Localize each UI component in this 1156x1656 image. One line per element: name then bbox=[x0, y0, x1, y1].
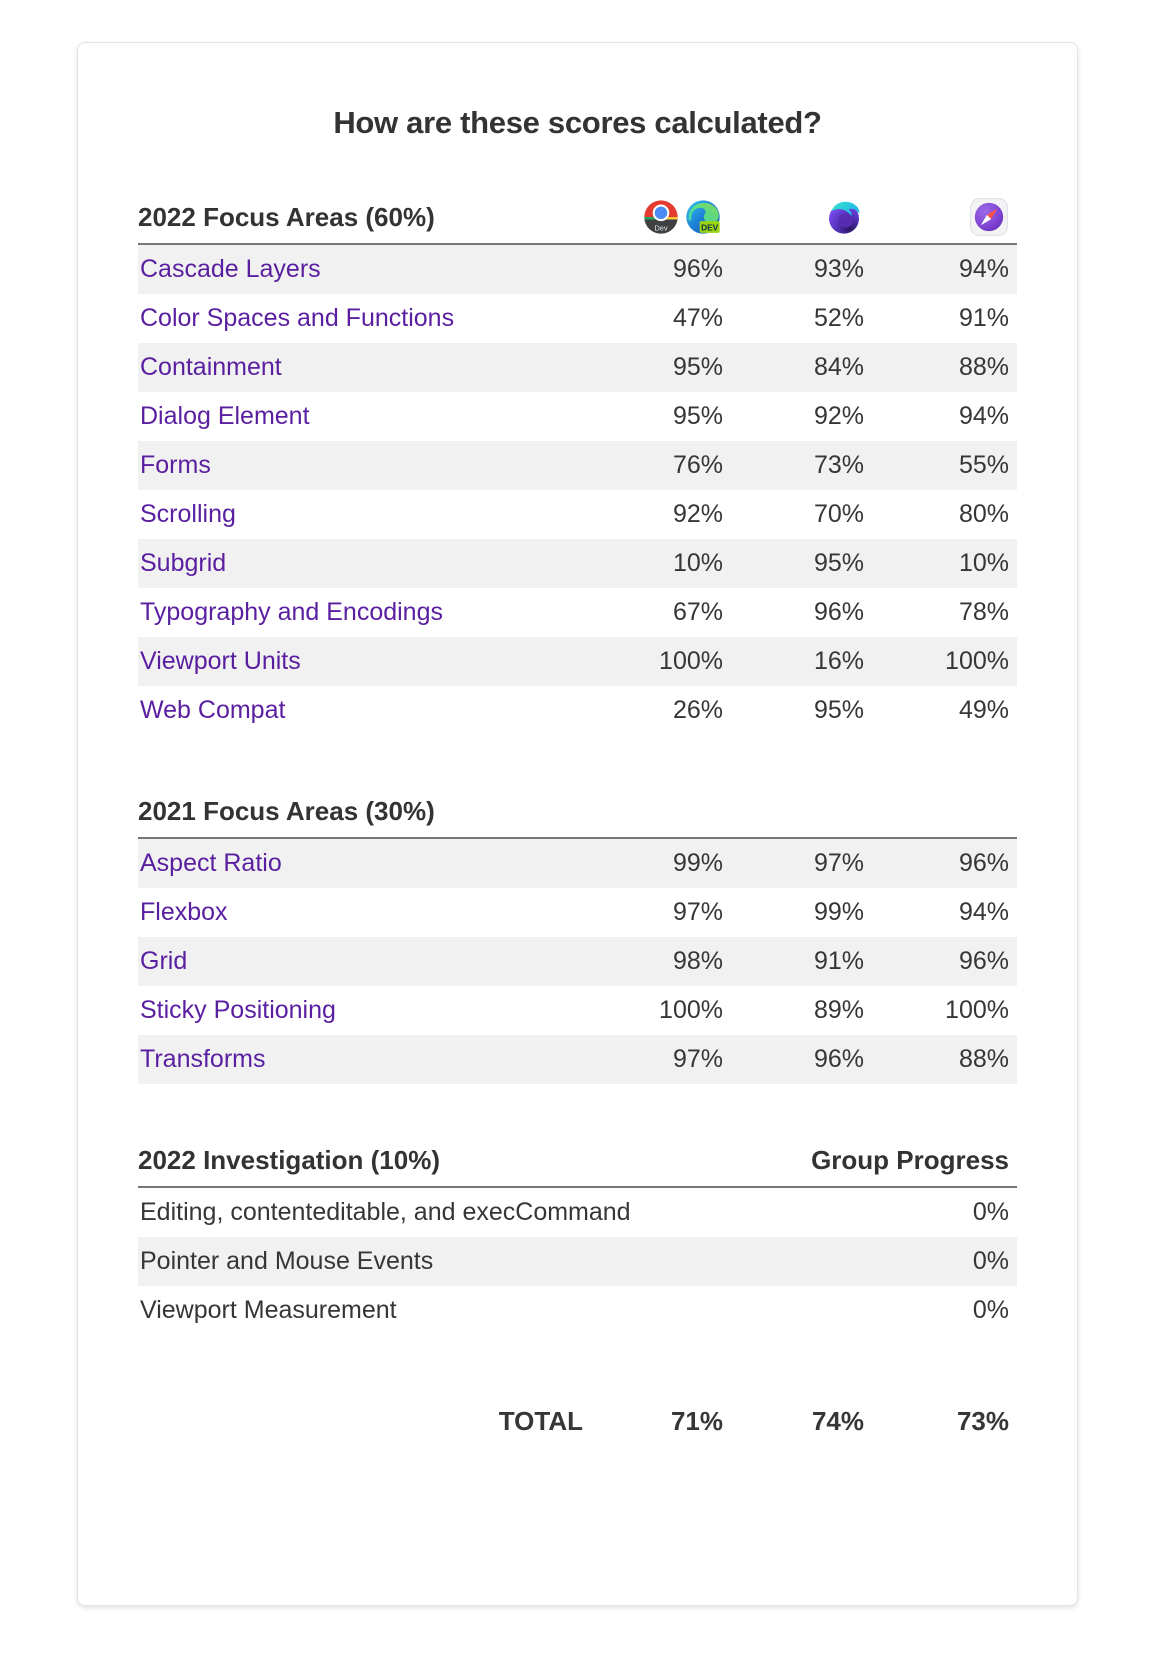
table-row bbox=[138, 1286, 1017, 1335]
feature-link[interactable]: Sticky Positioning bbox=[140, 996, 336, 1024]
score-value: 80% bbox=[958, 500, 1009, 528]
score-value: 92% bbox=[813, 402, 864, 430]
score-value: 94% bbox=[864, 245, 1017, 294]
score-value: 47% bbox=[672, 304, 723, 332]
table-row bbox=[138, 1035, 1017, 1084]
score-value: 97% bbox=[672, 898, 723, 926]
chromium-column-header bbox=[583, 197, 723, 237]
row-label: Editing, contenteditable, and execCommand bbox=[140, 1198, 631, 1226]
score-value: 95% bbox=[723, 539, 864, 588]
feature-link[interactable]: Color Spaces and Functions bbox=[140, 304, 455, 332]
score-value: 100% bbox=[659, 996, 723, 1024]
row-label: Viewport Measurement bbox=[140, 1296, 397, 1324]
table-row bbox=[138, 392, 1017, 441]
score-value: 96% bbox=[864, 839, 1017, 888]
section-2022-investigation bbox=[138, 1140, 1017, 1335]
investigation-table bbox=[138, 1188, 1017, 1335]
score-value: 55% bbox=[864, 441, 1017, 490]
browser-icon-columns bbox=[583, 197, 1017, 237]
score-value: 84% bbox=[723, 343, 864, 392]
feature-link[interactable]: Scrolling bbox=[140, 500, 236, 528]
section-header bbox=[138, 791, 1017, 839]
safari-technology-preview-icon bbox=[969, 197, 1009, 237]
table-row bbox=[138, 588, 1017, 637]
feature-link[interactable]: Containment bbox=[140, 353, 282, 381]
table-row bbox=[138, 245, 1017, 294]
firefox-nightly-icon bbox=[824, 197, 864, 237]
table-row bbox=[138, 637, 1017, 686]
section-2021-focus-areas bbox=[138, 791, 1017, 1084]
feature-link[interactable]: Typography and Encodings bbox=[140, 598, 443, 626]
score-value: 10% bbox=[583, 539, 723, 588]
table-row bbox=[138, 937, 1017, 986]
score-value: 99% bbox=[813, 898, 864, 926]
score-value: 95% bbox=[672, 402, 723, 430]
score-value: 93% bbox=[723, 245, 864, 294]
score-value: 70% bbox=[813, 500, 864, 528]
edge-dev-icon bbox=[683, 197, 723, 237]
table-row bbox=[138, 986, 1017, 1035]
score-value: 96% bbox=[813, 598, 864, 626]
score-value: 91% bbox=[723, 937, 864, 986]
score-value: 67% bbox=[672, 598, 723, 626]
table-row bbox=[138, 1237, 1017, 1286]
total-score-firefox: 74% bbox=[811, 1406, 864, 1436]
score-value: 52% bbox=[813, 304, 864, 332]
firefox-column-header bbox=[723, 197, 864, 237]
score-value: 96% bbox=[723, 1035, 864, 1084]
chrome-dev-icon bbox=[641, 197, 681, 237]
score-value: 94% bbox=[958, 898, 1009, 926]
page-title: How are these scores calculated? bbox=[333, 105, 822, 140]
chrome-edge-icon-pair bbox=[641, 197, 723, 237]
score-value: 10% bbox=[864, 539, 1017, 588]
score-value: 98% bbox=[583, 937, 723, 986]
score-value: 78% bbox=[958, 598, 1009, 626]
row-label: Pointer and Mouse Events bbox=[140, 1247, 434, 1275]
feature-link[interactable]: Grid bbox=[140, 947, 188, 975]
section-heading: 2022 Investigation (10%) bbox=[138, 1145, 440, 1175]
section-header bbox=[138, 197, 1017, 245]
section-header bbox=[138, 1140, 1017, 1188]
score-value: 100% bbox=[945, 996, 1009, 1024]
score-value: 91% bbox=[958, 304, 1009, 332]
score-value: 76% bbox=[583, 441, 723, 490]
score-value: 88% bbox=[864, 343, 1017, 392]
total-score-safari: 73% bbox=[956, 1406, 1009, 1436]
feature-link[interactable]: Flexbox bbox=[140, 898, 228, 926]
score-value: 0% bbox=[972, 1296, 1009, 1324]
score-value: 97% bbox=[723, 839, 864, 888]
table-row bbox=[138, 539, 1017, 588]
score-value: 0% bbox=[864, 1237, 1017, 1286]
total-score-chromium: 71% bbox=[670, 1406, 723, 1436]
feature-link[interactable]: Viewport Units bbox=[140, 647, 301, 675]
table-row bbox=[138, 839, 1017, 888]
score-value: 100% bbox=[864, 637, 1017, 686]
score-value: 94% bbox=[958, 402, 1009, 430]
table-row bbox=[138, 888, 1017, 937]
score-value: 89% bbox=[813, 996, 864, 1024]
score-value: 73% bbox=[723, 441, 864, 490]
total-label: TOTAL bbox=[498, 1406, 583, 1436]
feature-link[interactable]: Dialog Element bbox=[140, 402, 310, 430]
focus-areas-2021-table bbox=[138, 839, 1017, 1084]
section-heading: 2021 Focus Areas (30%) bbox=[138, 796, 435, 826]
score-value: 96% bbox=[583, 245, 723, 294]
score-value: 16% bbox=[723, 637, 864, 686]
focus-areas-2022-table bbox=[138, 245, 1017, 735]
table-row bbox=[138, 294, 1017, 343]
table-row bbox=[138, 686, 1017, 735]
feature-link[interactable]: Transforms bbox=[140, 1045, 266, 1073]
score-value: 88% bbox=[864, 1035, 1017, 1084]
feature-link[interactable]: Forms bbox=[140, 451, 211, 479]
table-row bbox=[138, 343, 1017, 392]
score-value: 95% bbox=[583, 343, 723, 392]
score-value: 97% bbox=[583, 1035, 723, 1084]
feature-link[interactable]: Subgrid bbox=[140, 549, 227, 577]
section-heading: 2022 Focus Areas (60%) bbox=[138, 202, 435, 232]
score-value: 95% bbox=[813, 696, 864, 724]
feature-link[interactable]: Aspect Ratio bbox=[140, 849, 282, 877]
score-value: 0% bbox=[972, 1198, 1009, 1226]
feature-link[interactable]: Cascade Layers bbox=[140, 255, 321, 283]
safari-column-header bbox=[864, 197, 1017, 237]
total-row bbox=[138, 1397, 1017, 1446]
score-value: 49% bbox=[958, 696, 1009, 724]
svg-text:Dev: Dev bbox=[654, 223, 668, 233]
section-2022-focus-areas bbox=[138, 197, 1017, 735]
score-value: 26% bbox=[672, 696, 723, 724]
scores-card bbox=[77, 42, 1078, 1606]
score-value: 100% bbox=[583, 637, 723, 686]
group-progress-column-header: Group Progress bbox=[811, 1145, 1009, 1175]
svg-text:DEV: DEV bbox=[701, 222, 719, 233]
score-value: 96% bbox=[864, 937, 1017, 986]
feature-link[interactable]: Web Compat bbox=[140, 696, 286, 724]
table-row bbox=[138, 490, 1017, 539]
table-row bbox=[138, 1188, 1017, 1237]
score-value: 92% bbox=[672, 500, 723, 528]
score-value: 99% bbox=[583, 839, 723, 888]
table-row bbox=[138, 441, 1017, 490]
